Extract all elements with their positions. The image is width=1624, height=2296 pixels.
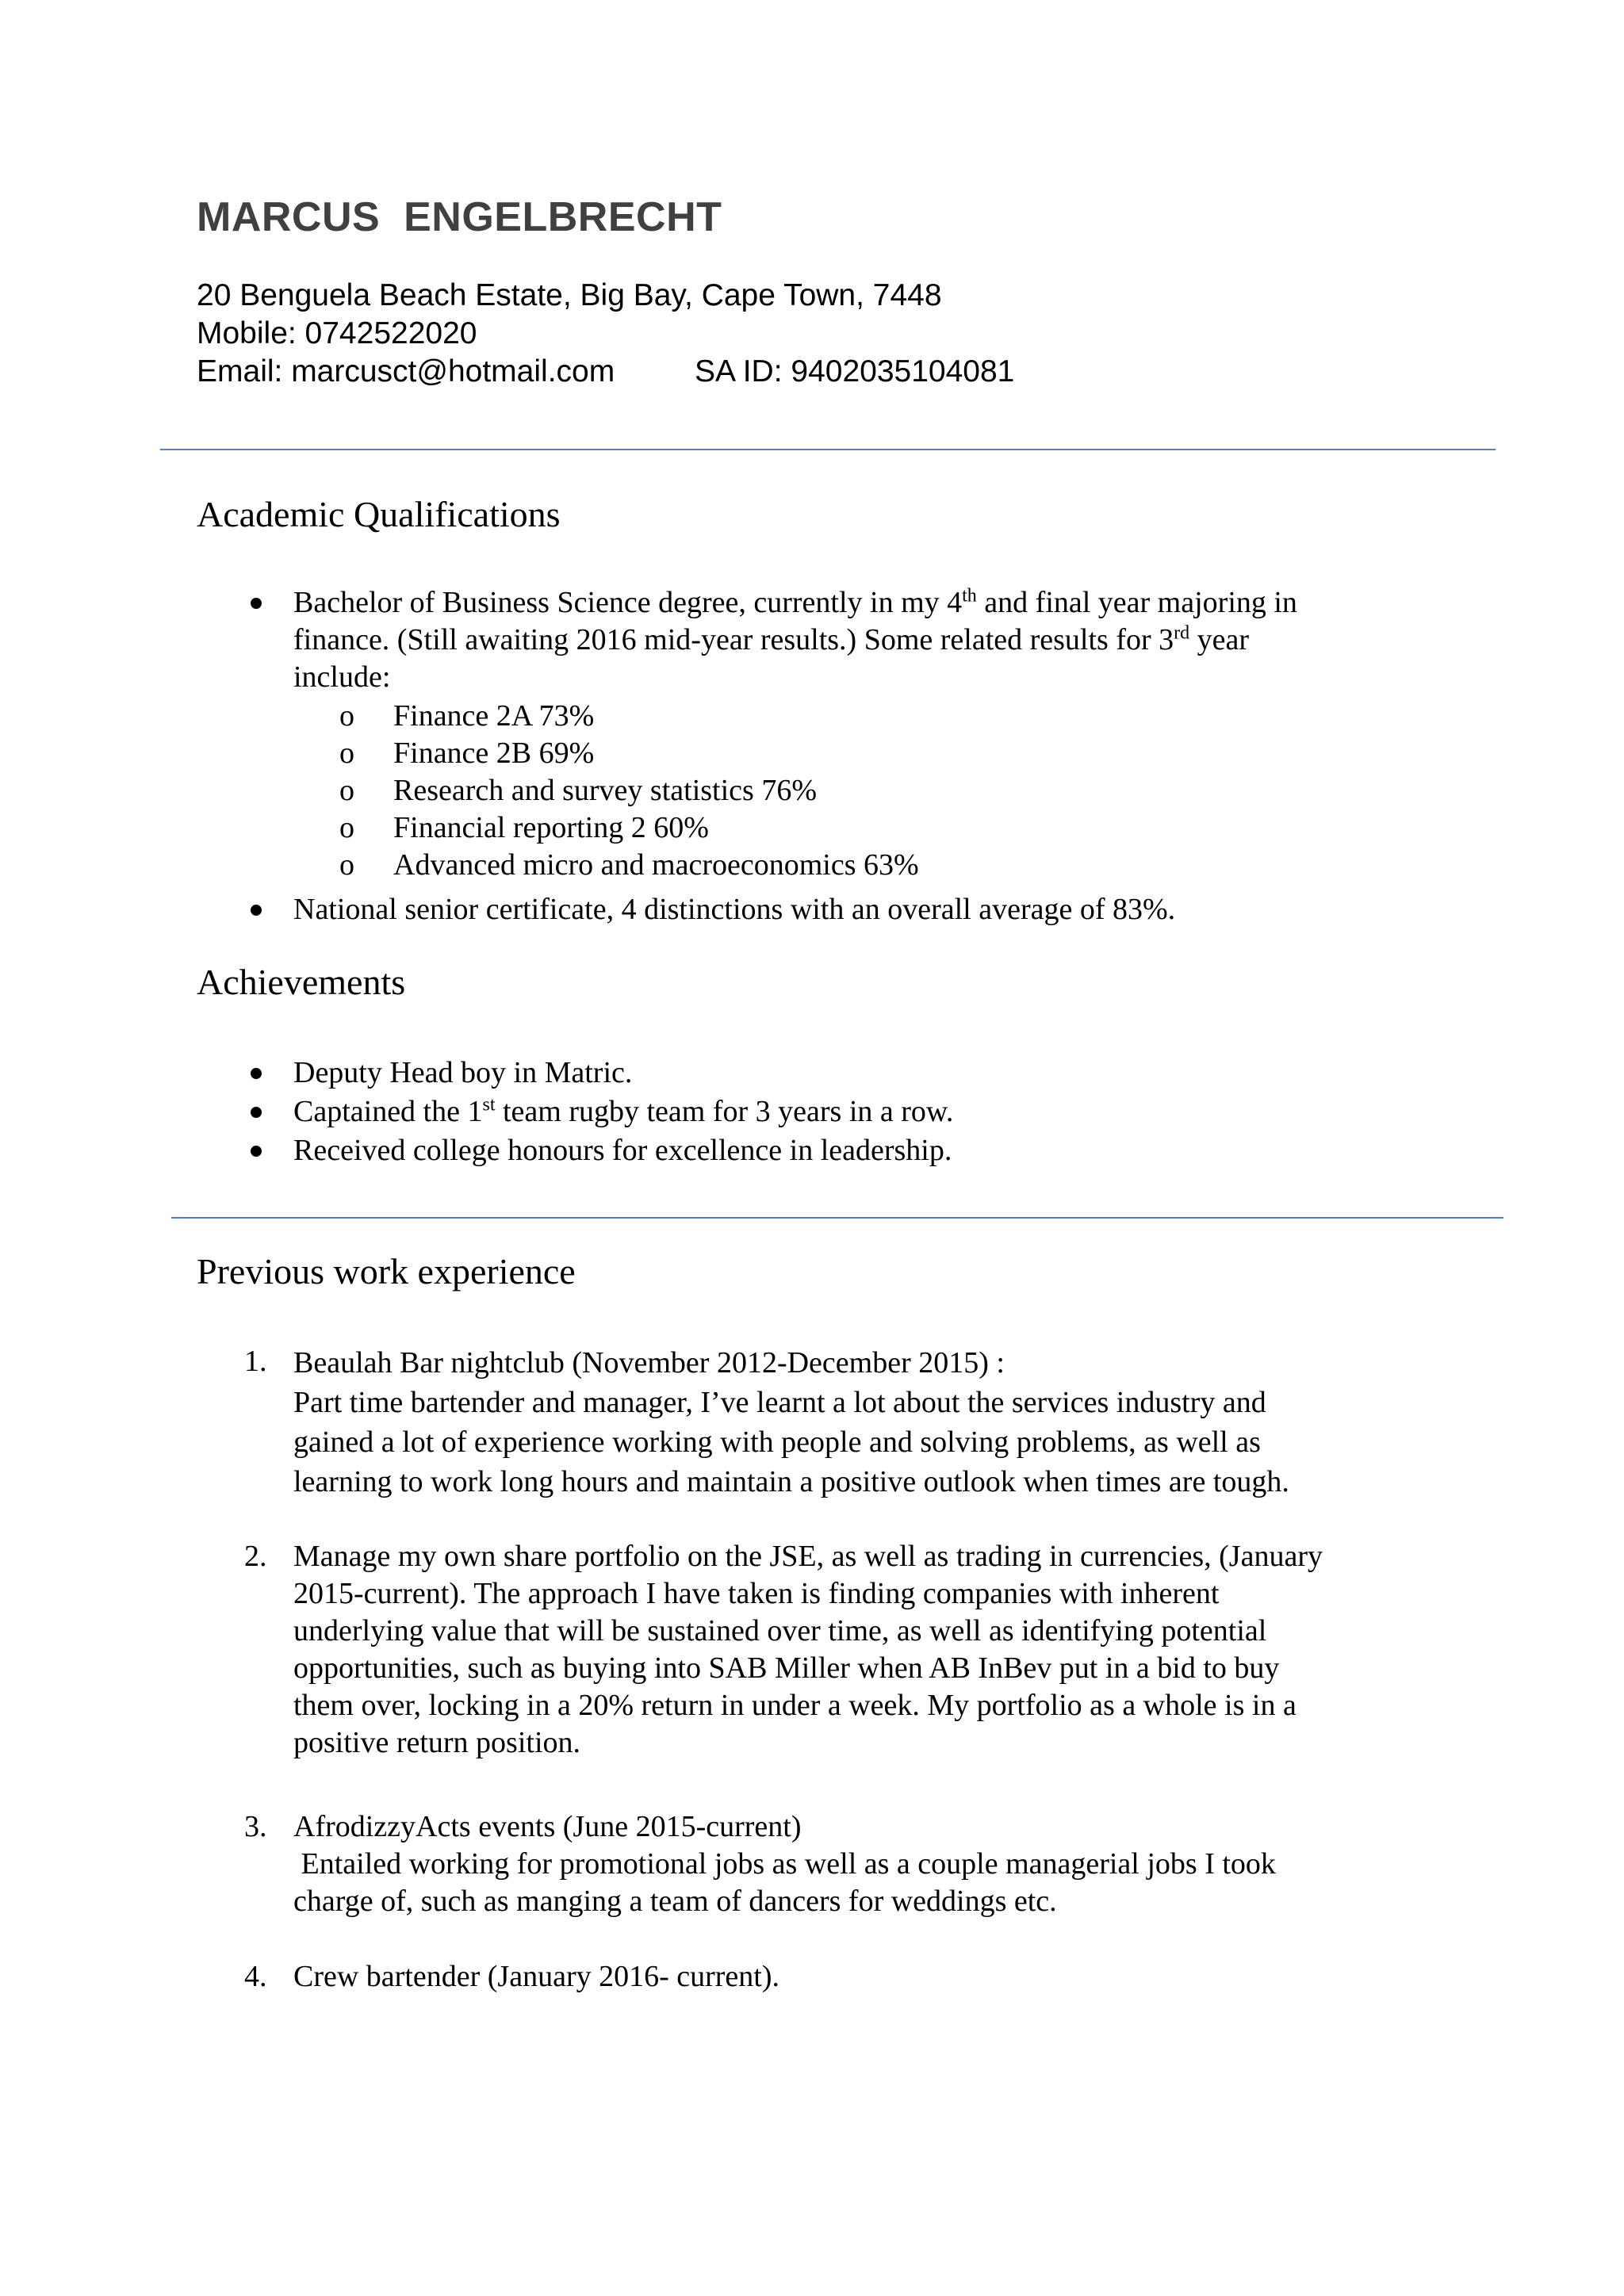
work-line: Beaulah Bar nightclub (November 2012-December 2015) : [293,1346,1005,1380]
result-text: Advanced micro and macroeconomics 63% [393,848,919,882]
work-line: Entailed working for promotional jobs as well as a couple managerial jobs I took [293,1847,1276,1881]
work-line: AfrodizzyActs events (June 2015-current) [293,1810,802,1843]
work-line: them over, locking in a 20% return in under a week. My portfolio as a whole is in a [293,1689,1297,1722]
mobile: Mobile: 0742522020 [197,316,477,350]
work-item-beaulah [293,1343,1419,1502]
circle-marker-icon: o [339,774,354,807]
achievement-text: Captained the 1 [293,1095,483,1128]
achievement-item: Deputy Head boy in Matric. [293,1056,633,1089]
matric-item: National senior certificate, 4 distinctions with an overall average of 83%. [293,893,1176,926]
achievement-item [293,1093,1419,1131]
candidate-name: MARCUS ENGELBRECHT [197,194,722,240]
results-list [339,698,1370,884]
list-item [339,772,1370,809]
work-line: underlying value that will be sustained over time, as well as identifying potential [293,1614,1267,1647]
bullet-icon [251,905,262,916]
list-number: 1. [244,1345,267,1378]
list-item [339,735,1370,772]
circle-marker-icon: o [339,737,354,770]
degree-line-2: finance. (Still awaiting 2016 mid-year results.) Some related results for 3 [293,623,1174,656]
bullet-icon [251,1107,262,1118]
email: Email: marcusct@hotmail.com [197,354,615,388]
achievement-text-end: team rugby team for 3 years in a row. [495,1095,954,1128]
list-number: 2. [244,1540,267,1573]
list-item [339,809,1370,847]
work-line: positive return position. [293,1726,581,1759]
work-line: gained a lot of experience working with people and solving problems, as well as [293,1425,1261,1459]
list-number: 4. [244,1960,267,1993]
degree-line-1-end: and final year majoring in [976,586,1297,619]
superscript: th [962,585,977,607]
work-item-afrodizzy [293,1808,1419,1920]
circle-marker-icon: o [339,848,354,882]
academic-heading: Academic Qualifications [197,494,561,534]
list-item [339,847,1370,884]
result-text: Finance 2B 69% [393,737,595,770]
achievement-item: Received college honours for excellence in leadership. [293,1134,952,1167]
work-line: 2015-current). The approach I have taken is finding companies with inherent [293,1577,1220,1610]
work-line: Manage my own share portfolio on the JSE, as well as trading in currencies, (January [293,1540,1323,1573]
degree-item [293,584,1419,696]
bullet-icon [251,1146,262,1157]
bullet-icon [251,598,262,609]
work-item-crew [293,1958,1419,1996]
superscript: rd [1174,622,1190,644]
work-line: charge of, such as manging a team of dancers for weddings etc. [293,1885,1057,1918]
address: 20 Benguela Beach Estate, Big Bay, Cape Town, 7448 [197,278,942,312]
degree-line-1: Bachelor of Business Science degree, currently in my 4 [293,586,963,619]
result-text: Financial reporting 2 60% [393,811,709,844]
work-item-portfolio [293,1538,1419,1762]
work-line: learning to work long hours and maintain a positive outlook when times are tough. [293,1465,1289,1498]
work-line: Crew bartender (January 2016- current). [293,1960,780,1993]
bullet-icon [251,1068,262,1079]
header-divider [160,449,1496,450]
work-heading: Previous work experience [197,1251,576,1292]
result-text: Research and survey statistics 76% [393,774,817,807]
sa-id: SA ID: 9402035104081 [695,354,1015,388]
superscript: st [482,1094,496,1115]
work-line: Part time bartender and manager, I’ve learnt a lot about the services industry and [293,1386,1266,1419]
result-text: Finance 2A 73% [393,699,595,733]
list-number: 3. [244,1810,267,1843]
work-line: opportunities, such as buying into SAB Miller when AB InBev put in a bid to buy [293,1651,1280,1685]
list-item [339,698,1370,735]
degree-line-3: include: [293,660,391,694]
circle-marker-icon: o [339,811,354,844]
achievements-heading: Achievements [197,962,406,1002]
degree-line-2-end: year [1189,623,1250,656]
circle-marker-icon: o [339,699,354,733]
section-divider [171,1217,1503,1219]
